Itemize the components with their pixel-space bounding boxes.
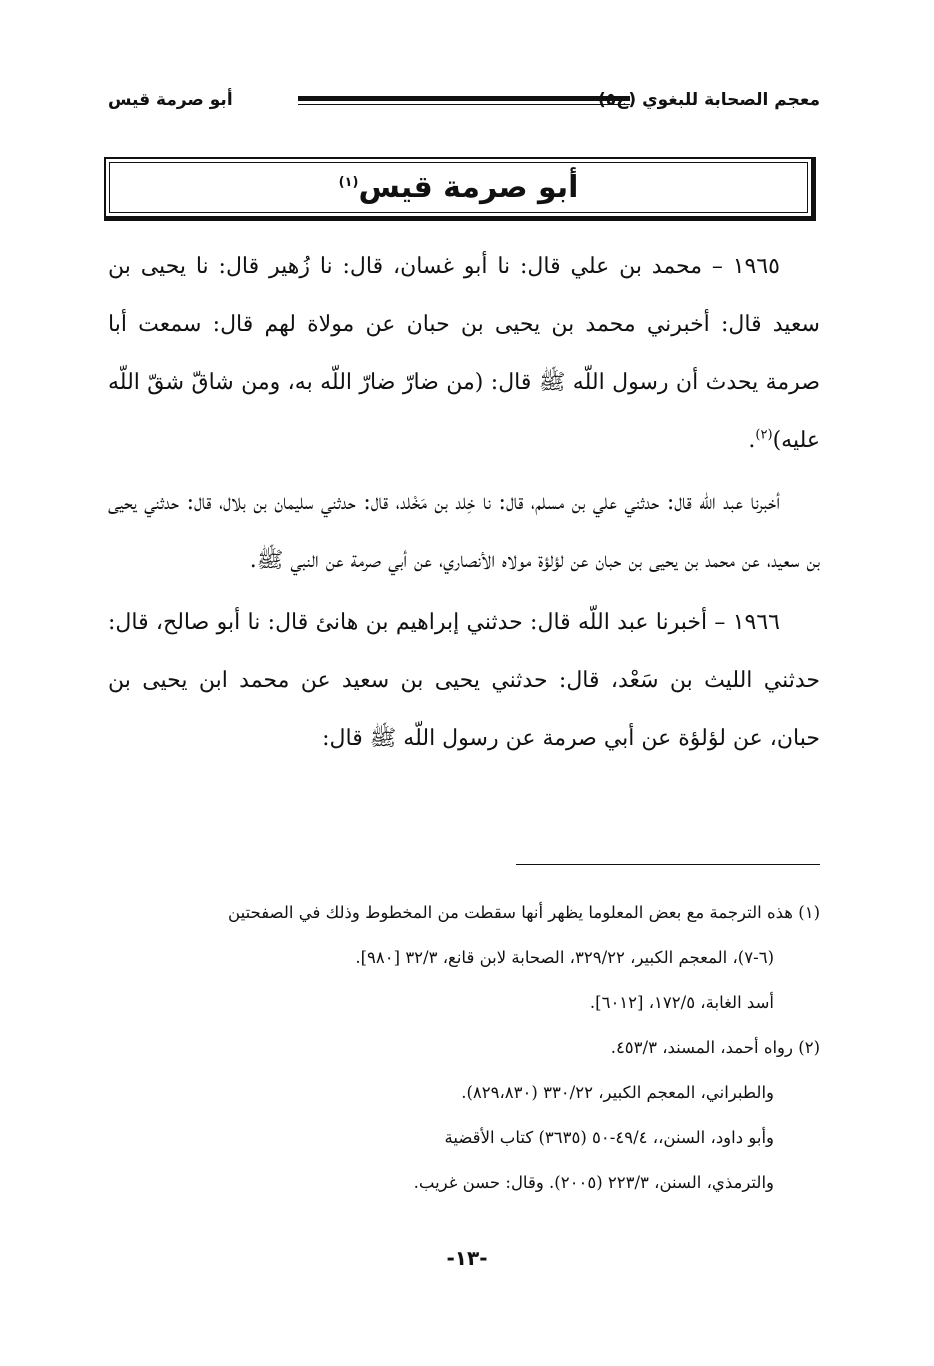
footnote-line: أسد الغابة، ١٧٢/٥، [٦٠١٢]. [589, 993, 774, 1012]
footnote-line: (٦-٧)، المعجم الكبير، ٣٢٩/٢٢، الصحابة لابن قانع، ٣٢/٣ [٩٨٠]. [355, 948, 774, 967]
entry-title-frame [104, 157, 816, 221]
footnote-line: والترمذي، السنن، ٢٢٣/٣ (٢٠٠٥). وقال: حسن غريب. [413, 1173, 774, 1192]
body-text [108, 238, 820, 768]
hadith-1966-text: ١٩٦٦ – أخبرنا عبد اللّه قال: حدثني إبراهيم بن هانئ قال: نا أبو صالح، قال: حدثني الليث بن سَعْد، قال: حدثني يحيى بن سعيد عن محمد ابن يحيى بن حبان، عن لؤلؤة عن أبي صرمة عن رسول اللّه ﷺ قال: [108, 610, 820, 751]
running-header-entry-name: أبو صرمة قيس [108, 90, 233, 110]
footnote-marker-1[interactable]: (١) [338, 174, 359, 190]
footnote-separator [516, 864, 820, 865]
entry-title-text: أبو صرمة قيس [358, 169, 579, 205]
running-header [108, 88, 820, 118]
entry-title-inner-border [109, 162, 808, 213]
footnote-line: (١) هذه الترجمة مع بعض المعلوما يظهر أنها سقطت من المخطوط وذلك في الصفحتين [228, 903, 820, 922]
running-header-book-title: معجم الصحابة للبغوي (ج٥) [597, 90, 820, 110]
chain-text: أخبرنا عبد اللّه قال: حدثني علي بن مسلم، قال: نا خِلد بن مَخْلد، قال: حدثني سليمان بن بلال، قال: حدثني يحيى بن سعيد، عن محمد بن يحيى بن حبان عن لؤلؤة مولاه الأنصاري، عن أبي صرمة عن النبي ﷺ. [108, 490, 820, 573]
footnotes [108, 890, 820, 1205]
running-header-rule [298, 96, 630, 101]
footnote-marker-2[interactable]: (٢) [755, 427, 773, 443]
hadith-1965-text: ١٩٦٥ – محمد بن علي قال: نا أبو غسان، قال: نا زُهير قال: نا يحيى بن سعيد قال: أخبرني محمد بن يحيى بن حبان عن مولاة لهم قال: سمعت أبا صرمة يحدث أن رسول اللّه ﷺ قال: (من ضارّ ضارّ اللّه به، ومن شاقّ شقّ اللّه عليه) [108, 254, 821, 453]
hadith-1966-paragraph [108, 594, 820, 768]
hadith-1965-tail: . [748, 428, 756, 453]
chain-paragraph [108, 474, 820, 590]
footnote-line: والطبراني، المعجم الكبير، ٣٣٠/٢٢ (٨٢٩،٨٣٠). [461, 1083, 774, 1102]
footnote-line: (٢) رواه أحمد، المسند، ٤٥٣/٣. [610, 1038, 820, 1057]
footnote-line: وأبو داود، السنن،، ٤٩/٤-٥٠ (٣٦٣٥) كتاب الأقضية [444, 1128, 774, 1147]
page-number: -١٣- [446, 1246, 488, 1270]
hadith-1965-paragraph [108, 238, 820, 470]
entry-title [339, 168, 579, 208]
